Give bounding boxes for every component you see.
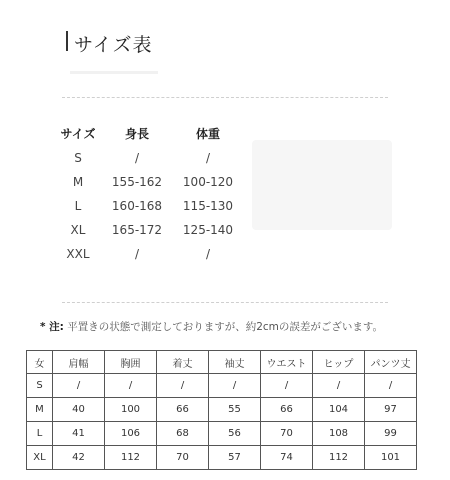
cell-size: S [74,151,82,165]
table-row [52,146,246,170]
measurement-header [27,351,417,374]
cell-size: M [27,398,53,422]
cell-hip: 108 [313,422,365,446]
cell-size: XL [70,223,86,237]
table-row [52,194,246,218]
cell-bust: 112 [105,446,157,470]
cell-pants-length: 101 [365,446,417,470]
cell-waist: 66 [261,398,313,422]
cell-weight: 125-140 [182,223,234,237]
cell-size: L [74,199,82,213]
cell-size: L [27,422,53,446]
cell-shoulder: 41 [53,422,105,446]
table-row [52,242,246,266]
header-shoulder: 肩幅 [53,351,105,374]
table-row [27,374,417,398]
table-row [52,170,246,194]
cell-weight: / [205,151,211,165]
note-label: * 注: [40,321,64,333]
measurement-note [40,319,383,334]
header-sleeve: 袖丈 [209,351,261,374]
cell-length: 68 [157,422,209,446]
cell-weight: 100-120 [182,175,234,189]
cell-height: 165-172 [111,223,163,237]
cell-height: 160-168 [111,199,163,213]
cell-shoulder: / [53,374,105,398]
cell-waist: / [261,374,313,398]
cell-pants-length: 99 [365,422,417,446]
cell-size: S [27,374,53,398]
cell-size: XL [27,446,53,470]
header-bust: 胸囲 [105,351,157,374]
cell-bust: 106 [105,422,157,446]
header-women: 女 [27,351,53,374]
cell-height: / [134,151,140,165]
cell-sleeve: / [209,374,261,398]
header-hip: ヒップ [313,351,365,374]
header-waist: ウエスト [261,351,313,374]
cell-length: 70 [157,446,209,470]
table-row [27,446,417,470]
cell-height: 155-162 [111,175,163,189]
header-weight: 体重 [195,126,220,141]
measurement-table [26,350,417,470]
faint-subtitle-bar [70,71,158,74]
header-size: サイズ [60,126,96,141]
cell-size: XXL [66,247,90,261]
page-title: サイズ表 [74,34,153,56]
cell-shoulder: 42 [53,446,105,470]
title-accent-bar [66,31,68,51]
cell-shoulder: 40 [53,398,105,422]
note-text: 平置きの状態で測定しておりますが、約2cmの誤差がございます。 [67,321,384,333]
cell-hip: 112 [313,446,365,470]
cell-size: M [72,175,84,189]
cell-length: 66 [157,398,209,422]
header-length: 着丈 [157,351,209,374]
cell-hip: 104 [313,398,365,422]
cell-length: / [157,374,209,398]
cell-pants-length: / [365,374,417,398]
cell-hip: / [313,374,365,398]
cell-bust: / [105,374,157,398]
cell-sleeve: 55 [209,398,261,422]
table-row [52,218,246,242]
cell-sleeve: 56 [209,422,261,446]
header-pants-length: パンツ丈 [365,351,417,374]
table-row [27,422,417,446]
cell-sleeve: 57 [209,446,261,470]
cell-waist: 70 [261,422,313,446]
cell-pants-length: 97 [365,398,417,422]
cell-bust: 100 [105,398,157,422]
bottom-divider [62,302,388,303]
cell-weight: / [205,247,211,261]
top-divider [62,97,388,98]
size-chart [52,120,246,266]
size-chart-header [52,120,246,146]
table-row [27,398,417,422]
cell-height: / [134,247,140,261]
faded-illustration [252,140,392,230]
cell-waist: 74 [261,446,313,470]
cell-weight: 115-130 [182,199,234,213]
header-height: 身長 [124,126,149,141]
